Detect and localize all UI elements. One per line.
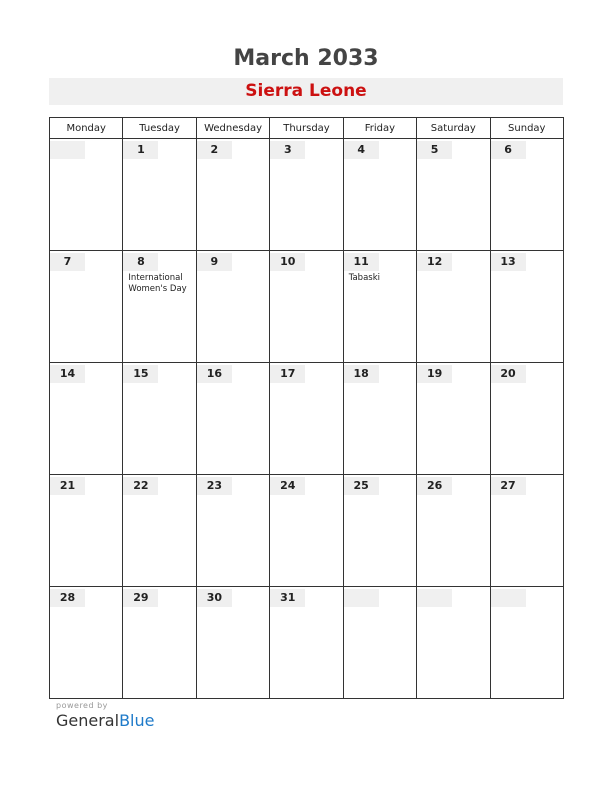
week-row <box>50 587 564 699</box>
day-cell <box>196 363 269 475</box>
day-cell <box>490 139 563 251</box>
day-cell <box>123 363 196 475</box>
week-row <box>50 363 564 475</box>
day-number: 19 <box>426 367 443 380</box>
day-number-box <box>344 477 379 495</box>
day-number: 8 <box>137 255 145 268</box>
footer-branding <box>56 701 154 730</box>
day-number: 12 <box>426 255 443 268</box>
day-cell <box>490 251 563 363</box>
day-number-box <box>417 141 452 159</box>
day-number-box <box>417 477 452 495</box>
page-title: March 2033 <box>233 46 379 71</box>
day-number: 29 <box>133 591 149 604</box>
day-cell <box>343 475 416 587</box>
day-number-box <box>123 253 158 271</box>
holiday-label: Tabaski <box>348 273 380 283</box>
day-number-box <box>344 141 379 159</box>
day-cell <box>270 587 343 699</box>
day-cell <box>123 587 196 699</box>
day-number-box <box>197 253 232 271</box>
weekday-friday: Friday <box>343 118 416 139</box>
day-cell <box>50 587 123 699</box>
week-row <box>50 251 564 363</box>
day-number: 2 <box>210 143 219 156</box>
brand-blue: Blue <box>119 711 155 730</box>
day-number: 26 <box>426 479 443 492</box>
day-number-box <box>270 141 305 159</box>
day-cell <box>196 587 269 699</box>
day-number-box <box>270 589 305 607</box>
country-name: Sierra Leone <box>245 81 367 101</box>
day-number-box <box>123 141 158 159</box>
day-number: 30 <box>206 591 222 604</box>
day-cell <box>417 139 490 251</box>
day-number: 6 <box>504 143 512 156</box>
day-number: 24 <box>280 479 296 492</box>
brand-general: General <box>56 711 120 730</box>
day-number: 22 <box>133 479 149 492</box>
day-cell <box>270 139 343 251</box>
day-number-box <box>123 589 158 607</box>
day-number-box <box>417 253 452 271</box>
day-number-box <box>197 477 232 495</box>
day-cell <box>270 363 343 475</box>
day-number: 18 <box>353 367 369 380</box>
day-number: 13 <box>500 255 516 268</box>
weekday-sunday: Sunday <box>490 118 563 139</box>
day-number-box <box>50 141 85 159</box>
day-cell <box>270 251 343 363</box>
day-number: 23 <box>206 479 222 492</box>
brand-logo <box>56 711 154 730</box>
day-number-box <box>491 253 526 271</box>
day-number-box <box>491 589 526 607</box>
day-cell <box>196 475 269 587</box>
day-number: 14 <box>59 367 76 380</box>
day-cell <box>196 139 269 251</box>
day-number-box <box>50 589 85 607</box>
day-number-box <box>123 477 158 495</box>
day-number: 20 <box>500 367 516 380</box>
powered-by-text: powered by <box>56 701 108 710</box>
day-number: 21 <box>59 479 76 492</box>
day-number: 10 <box>280 255 296 268</box>
day-cell <box>50 363 123 475</box>
day-cell <box>50 251 123 363</box>
day-number: 4 <box>357 143 366 156</box>
day-number-box <box>344 365 379 383</box>
day-number-box <box>417 589 452 607</box>
day-cell <box>417 363 490 475</box>
week-row <box>50 139 564 251</box>
day-number: 25 <box>353 479 369 492</box>
day-cell <box>490 475 563 587</box>
day-number: 1 <box>137 143 145 156</box>
day-number: 15 <box>133 367 149 380</box>
day-cell <box>123 475 196 587</box>
day-cell <box>417 587 490 699</box>
day-number: 17 <box>280 367 296 380</box>
day-number-box <box>417 365 452 383</box>
day-number-box <box>270 477 305 495</box>
weekday-saturday: Saturday <box>417 118 490 139</box>
holiday-label: International Women's Day <box>128 273 187 294</box>
calendar-body <box>50 139 564 699</box>
day-number: 16 <box>206 367 222 380</box>
day-number: 7 <box>63 255 72 268</box>
day-number-box <box>197 141 232 159</box>
weekday-wednesday: Wednesday <box>196 118 269 139</box>
day-cell <box>490 363 563 475</box>
day-number: 9 <box>210 255 219 268</box>
day-number-box <box>123 365 158 383</box>
day-number-box <box>50 365 85 383</box>
day-cell <box>123 139 196 251</box>
day-number-box <box>344 589 379 607</box>
day-cell <box>50 475 123 587</box>
day-number-box <box>491 365 526 383</box>
day-cell <box>343 139 416 251</box>
day-number-box <box>491 141 526 159</box>
day-cell <box>343 251 416 363</box>
day-cell <box>417 251 490 363</box>
day-number: 28 <box>59 591 76 604</box>
day-cell <box>270 475 343 587</box>
day-number: 5 <box>430 143 439 156</box>
day-number-box <box>197 589 232 607</box>
calendar-grid <box>49 117 564 699</box>
country-banner <box>49 78 563 105</box>
weekday-thursday: Thursday <box>270 118 343 139</box>
weekday-monday: Monday <box>50 118 123 139</box>
day-number-box <box>50 253 85 271</box>
day-number-box <box>50 477 85 495</box>
day-cell <box>343 587 416 699</box>
week-row <box>50 475 564 587</box>
day-number-box <box>270 253 305 271</box>
day-cell <box>196 251 269 363</box>
day-number-box <box>270 365 305 383</box>
day-number-box <box>197 365 232 383</box>
day-number: 27 <box>500 479 516 492</box>
day-cell <box>50 139 123 251</box>
day-cell <box>343 363 416 475</box>
day-number: 3 <box>283 143 292 156</box>
weekday-header-row <box>50 118 564 139</box>
day-number: 31 <box>280 591 296 604</box>
day-cell <box>417 475 490 587</box>
day-number-box <box>491 477 526 495</box>
weekday-tuesday: Tuesday <box>123 118 196 139</box>
day-cell <box>490 587 563 699</box>
day-cell <box>123 251 196 363</box>
day-number-box <box>344 253 379 271</box>
day-number: 11 <box>353 255 369 268</box>
